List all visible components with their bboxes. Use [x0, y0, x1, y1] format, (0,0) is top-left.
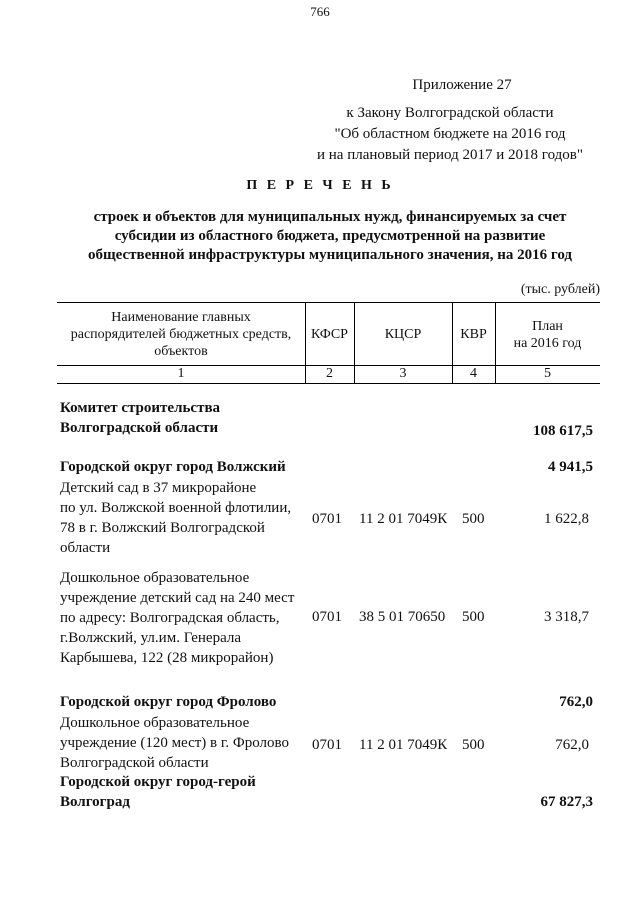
object-volzhsky-1-amount: 1 622,8	[544, 511, 589, 527]
col-number-3: 3	[399, 366, 407, 381]
object-frolovo-1-kvr: 500	[462, 737, 485, 753]
col-number-1: 1	[177, 366, 185, 381]
col-number-4: 4	[470, 366, 477, 381]
header-kvr: КВР	[460, 327, 487, 342]
district-volgograd-amount: 67 827,3	[540, 794, 593, 810]
col-number-2: 2	[326, 366, 333, 381]
object-volzhsky-2-kvr: 500	[462, 609, 485, 625]
district-frolovo-amount: 762,0	[559, 694, 593, 710]
appendix-line-2: "Об областном бюджете на 2016 год	[334, 126, 566, 142]
header-plan: План на 2016 год	[513, 319, 582, 351]
document-heading	[40, 208, 620, 265]
object-volzhsky-2-name: Дошкольное образовательное учреждение детский сад на 240 мест по адресу: Волгоградская область, г.Волжский, ул.им. Генерала Карбышева, 122 (28 микрорайон)	[60, 570, 295, 666]
table-top-border	[57, 302, 600, 303]
header-name: Наименование главных распорядителей бюджетных средств, объектов	[70, 310, 292, 359]
appendix-line-1: к Закону Волгоградской области	[346, 105, 554, 121]
object-frolovo-1-kcsr: 11 2 01 7049К	[359, 737, 448, 753]
object-volzhsky-1-kvr: 500	[462, 511, 485, 527]
appendix-line-3: и на плановый период 2017 и 2018 годов"	[317, 147, 583, 163]
object-volzhsky-2-kcsr: 38 5 01 70650	[359, 609, 446, 625]
district-volzhsky-name: Городской округ город Волжский	[60, 459, 286, 475]
appendix-title: Приложение 27	[412, 77, 512, 93]
document-title: П Е Р Е Ч Е Н Ь	[246, 178, 394, 193]
object-volzhsky-1-kcsr: 11 2 01 7049К	[359, 511, 448, 527]
object-volzhsky-2-kfsr: 0701	[312, 609, 342, 625]
district-frolovo-name: Городской округ город Фролово	[60, 694, 277, 710]
heading-line-3: общественной инфраструктуры муниципального значения, на 2016 год	[87, 247, 572, 263]
header-kcsr: КЦСР	[384, 327, 422, 342]
committee-name: Комитет строительства Волгоградской области	[60, 400, 221, 436]
object-volzhsky-1-name: Детский сад в 37 микрорайоне по ул. Волжской военной флотилии, 78 в г. Волжский Волгоградской области	[60, 480, 292, 556]
district-volgograd-name: Городской округ город-герой Волгоград	[60, 774, 256, 810]
object-volzhsky-1-kfsr: 0701	[312, 511, 342, 527]
heading-line-2: субсидии из областного бюджета, предусмотренной на развитие	[114, 228, 546, 244]
district-volzhsky-amount: 4 941,5	[548, 459, 593, 475]
units-label: (тыс. рублей)	[520, 282, 600, 297]
page-number: 766	[310, 4, 330, 19]
heading-line-1: строек и объектов для муниципальных нужд, финансируемых за счет	[93, 209, 567, 225]
table-colnum-separator	[57, 383, 600, 384]
object-volzhsky-2-amount: 3 318,7	[544, 609, 589, 625]
header-kfsr: КФСР	[311, 327, 348, 342]
col-number-5: 5	[544, 366, 551, 381]
object-frolovo-1-amount: 762,0	[555, 737, 589, 753]
object-frolovo-1-name: Дошкольное образовательное учреждение (120 мест) в г. Фролово Волгоградской области	[60, 715, 289, 771]
committee-amount: 108 617,5	[533, 423, 593, 439]
object-frolovo-1-kfsr: 0701	[312, 737, 342, 753]
